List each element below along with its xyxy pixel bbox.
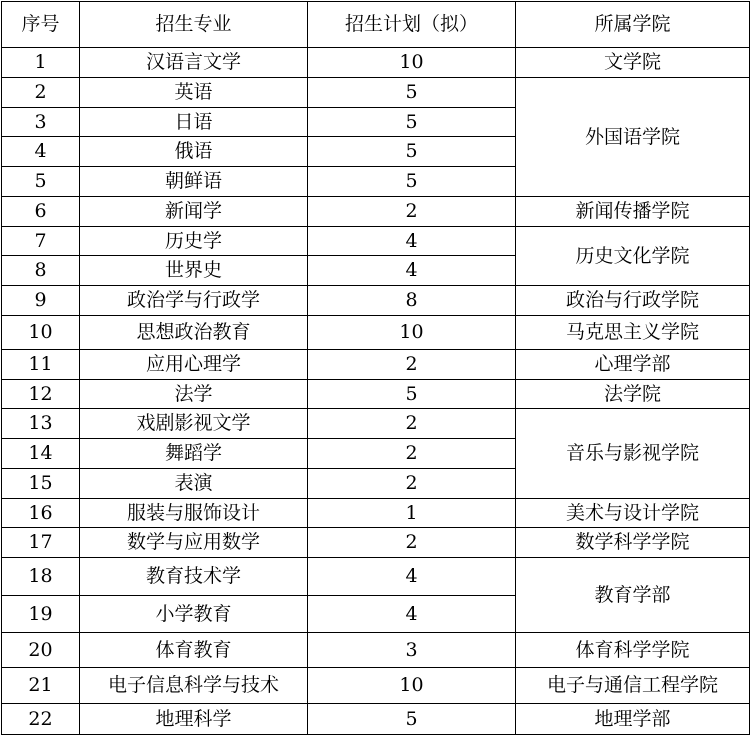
major-cell: 电子信息科学与技术 <box>80 668 308 704</box>
major-cell: 戏剧影视文学 <box>80 409 308 439</box>
college-cell: 历史文化学院 <box>516 227 750 286</box>
plan-cell: 2 <box>308 350 516 380</box>
major-cell: 俄语 <box>80 137 308 167</box>
plan-cell: 10 <box>308 668 516 704</box>
college-cell: 电子与通信工程学院 <box>516 668 750 704</box>
serial-number-cell: 4 <box>2 137 80 167</box>
header-major: 招生专业 <box>80 2 308 48</box>
major-cell: 数学与应用数学 <box>80 528 308 558</box>
serial-number-cell: 6 <box>2 197 80 227</box>
college-cell: 文学院 <box>516 48 750 78</box>
table-row <box>2 558 750 596</box>
major-cell: 小学教育 <box>80 596 308 633</box>
major-cell: 舞蹈学 <box>80 439 308 469</box>
major-cell: 日语 <box>80 108 308 137</box>
plan-cell: 2 <box>308 528 516 558</box>
table-row <box>2 48 750 78</box>
major-cell: 法学 <box>80 380 308 409</box>
serial-number-cell: 15 <box>2 469 80 499</box>
table-row <box>2 409 750 439</box>
plan-cell: 8 <box>308 286 516 316</box>
table-row <box>2 316 750 350</box>
college-cell: 音乐与影视学院 <box>516 409 750 499</box>
major-cell: 表演 <box>80 469 308 499</box>
table-row <box>2 227 750 256</box>
header-serial-number: 序号 <box>2 2 80 48</box>
plan-cell: 10 <box>308 48 516 78</box>
serial-number-cell: 14 <box>2 439 80 469</box>
college-cell: 新闻传播学院 <box>516 197 750 227</box>
college-cell: 马克思主义学院 <box>516 316 750 350</box>
major-cell: 政治学与行政学 <box>80 286 308 316</box>
major-cell: 世界史 <box>80 256 308 286</box>
major-cell: 教育技术学 <box>80 558 308 596</box>
plan-cell: 3 <box>308 633 516 668</box>
serial-number-cell: 9 <box>2 286 80 316</box>
table-row <box>2 633 750 668</box>
college-cell: 政治与行政学院 <box>516 286 750 316</box>
table-row <box>2 350 750 380</box>
college-cell: 地理学部 <box>516 704 750 735</box>
plan-cell: 2 <box>308 409 516 439</box>
major-cell: 朝鲜语 <box>80 167 308 197</box>
header-college: 所属学院 <box>516 2 750 48</box>
plan-cell: 5 <box>308 108 516 137</box>
serial-number-cell: 8 <box>2 256 80 286</box>
major-cell: 思想政治教育 <box>80 316 308 350</box>
table-row <box>2 286 750 316</box>
major-cell: 英语 <box>80 78 308 108</box>
serial-number-cell: 1 <box>2 48 80 78</box>
enrollment-plan-table <box>1 1 750 735</box>
plan-cell: 5 <box>308 167 516 197</box>
major-cell: 汉语言文学 <box>80 48 308 78</box>
major-cell: 应用心理学 <box>80 350 308 380</box>
serial-number-cell: 17 <box>2 528 80 558</box>
plan-cell: 4 <box>308 227 516 256</box>
serial-number-cell: 3 <box>2 108 80 137</box>
plan-cell: 2 <box>308 439 516 469</box>
table-row <box>2 380 750 409</box>
plan-cell: 5 <box>308 380 516 409</box>
serial-number-cell: 2 <box>2 78 80 108</box>
serial-number-cell: 5 <box>2 167 80 197</box>
table-header-row <box>2 2 750 48</box>
serial-number-cell: 13 <box>2 409 80 439</box>
plan-cell: 5 <box>308 137 516 167</box>
table-row <box>2 197 750 227</box>
table-row <box>2 78 750 108</box>
header-enrollment-plan: 招生计划（拟） <box>308 2 516 48</box>
serial-number-cell: 7 <box>2 227 80 256</box>
college-cell: 外国语学院 <box>516 78 750 197</box>
plan-cell: 2 <box>308 469 516 499</box>
plan-cell: 4 <box>308 558 516 596</box>
serial-number-cell: 21 <box>2 668 80 704</box>
table-row <box>2 704 750 735</box>
serial-number-cell: 22 <box>2 704 80 735</box>
major-cell: 体育教育 <box>80 633 308 668</box>
serial-number-cell: 20 <box>2 633 80 668</box>
college-cell: 心理学部 <box>516 350 750 380</box>
college-cell: 数学科学学院 <box>516 528 750 558</box>
plan-cell: 4 <box>308 596 516 633</box>
table-row <box>2 668 750 704</box>
plan-cell: 10 <box>308 316 516 350</box>
table-row <box>2 528 750 558</box>
serial-number-cell: 10 <box>2 316 80 350</box>
major-cell: 地理科学 <box>80 704 308 735</box>
plan-cell: 4 <box>308 256 516 286</box>
major-cell: 服装与服饰设计 <box>80 499 308 528</box>
college-cell: 法学院 <box>516 380 750 409</box>
serial-number-cell: 18 <box>2 558 80 596</box>
plan-cell: 5 <box>308 704 516 735</box>
serial-number-cell: 11 <box>2 350 80 380</box>
plan-cell: 1 <box>308 499 516 528</box>
college-cell: 教育学部 <box>516 558 750 633</box>
college-cell: 体育科学学院 <box>516 633 750 668</box>
serial-number-cell: 19 <box>2 596 80 633</box>
college-cell: 美术与设计学院 <box>516 499 750 528</box>
major-cell: 新闻学 <box>80 197 308 227</box>
serial-number-cell: 12 <box>2 380 80 409</box>
plan-cell: 2 <box>308 197 516 227</box>
serial-number-cell: 16 <box>2 499 80 528</box>
major-cell: 历史学 <box>80 227 308 256</box>
table-row <box>2 499 750 528</box>
plan-cell: 5 <box>308 78 516 108</box>
